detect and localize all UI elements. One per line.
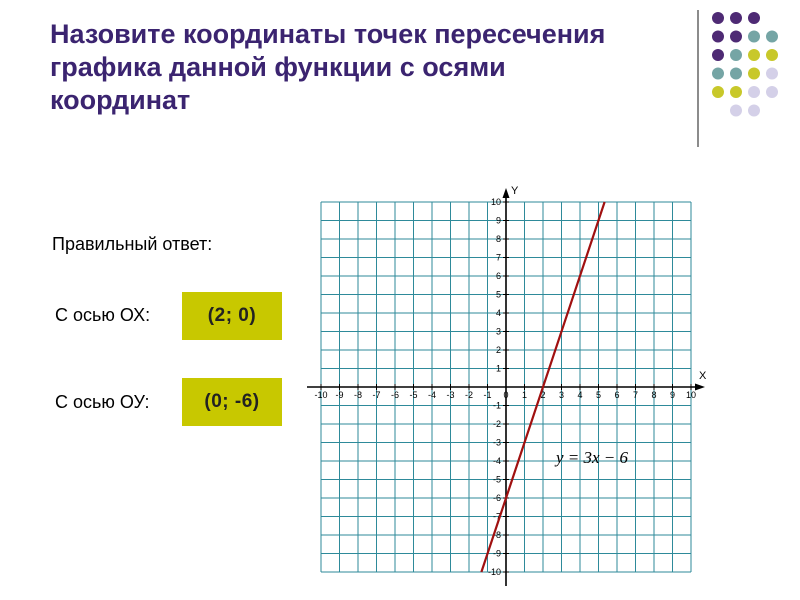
y-tick-label: 5 [495,289,501,300]
x-tick-label: 9 [669,390,676,400]
x-tick-label: 6 [614,390,620,400]
y-tick-label: -4 [492,456,501,466]
x-tick-label: -9 [335,390,344,400]
y-tick-label: -5 [492,474,501,485]
oy-answer-value: (0; -6) [204,391,260,412]
y-tick-label: 10 [490,197,501,207]
x-tick-label: -4 [427,390,437,400]
ox-answer-value: (2; 0) [207,305,257,326]
y-tick-label: -1 [492,400,501,411]
x-tick-label: -10 [314,390,328,400]
x-tick-label: 10 [685,390,697,400]
slide-title: Назовите координаты точек пересечения графика данной функции с осями координат [50,19,606,115]
x-tick-label: -5 [409,390,418,400]
x-tick-label: -2 [464,390,474,400]
answer-label: Правильный ответ: [52,234,213,254]
y-axis-name: Y [511,185,519,197]
x-tick-label: -6 [390,390,400,400]
y-tick-label: -9 [492,548,501,559]
oy-intersection-label: С осью ОУ: [55,392,150,412]
y-tick-label: -7 [492,511,501,522]
y-tick-label: -8 [492,530,501,540]
x-tick-label: 4 [577,390,583,400]
y-tick-label: 1 [495,363,501,374]
y-axis-arrow [503,188,510,198]
y-tick-label: -2 [492,419,501,429]
x-tick-label: 2 [540,390,546,400]
x-tick-label: 5 [595,390,602,400]
x-axis-name: X [699,370,707,382]
y-tick-label: -10 [487,567,501,577]
y-tick-label: -3 [492,437,501,448]
x-tick-label: -7 [372,390,381,400]
y-tick-label: 3 [495,326,501,337]
x-tick-label: 1 [521,390,528,400]
x-axis-arrow [695,384,705,391]
y-tick-label: 9 [495,215,501,226]
x-tick-label: 8 [651,390,657,400]
y-tick-label: -6 [492,493,501,503]
y-tick-label: 7 [495,252,501,263]
y-tick-label: 8 [495,234,501,244]
x-tick-label: -3 [446,390,455,400]
y-tick-label: 6 [495,271,501,281]
x-tick-label: 0 [503,390,509,400]
y-tick-label: 2 [495,345,501,355]
function-formula-label: y = 3x − 6 [555,447,628,467]
x-tick-label: -8 [353,390,363,400]
y-tick-label: 4 [495,308,501,318]
x-tick-label: 7 [632,390,639,400]
x-tick-label: 3 [558,390,565,400]
x-tick-label: -1 [483,390,492,400]
ox-intersection-label: С осью ОХ: [55,305,151,325]
